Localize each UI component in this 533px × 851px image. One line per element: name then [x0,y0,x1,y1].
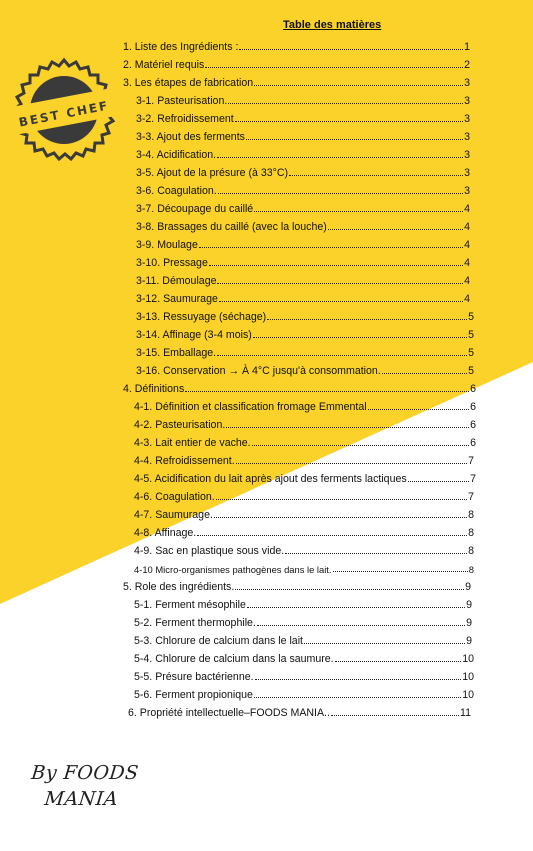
toc-entry [136,108,470,125]
toc-entry [134,612,472,629]
toc-entry-label: 2. Matériel requis [123,59,205,71]
toc-entry [136,90,470,107]
toc-entry [136,252,470,269]
toc-entry-label: 4. Définitions [123,383,185,395]
toc-entry [136,306,474,323]
toc-entry-label: 5-3. Chlorure de calcium dans le lait [134,635,303,647]
toc-entry-page: 3 [464,149,470,161]
toc-entry-leader [255,678,462,680]
toc-entry-leader [289,174,463,176]
toc-entry [123,72,470,89]
toc-entry-label: 4-5. Acidification du lait après ajout des ferments lactiques [134,473,407,485]
toc-entry-label: 1. Liste des Ingrédients : [123,41,239,53]
toc-entry-page: 3 [464,77,470,89]
toc-entry-leader [235,120,463,122]
toc-entry [123,576,471,593]
badge-text: BEST CHEF [17,98,111,130]
toc-entry [136,324,474,341]
toc-entry-label: 4-3. Lait entier de vache. [134,437,251,449]
toc-entry [123,54,470,71]
toc-entry-page: 9 [466,599,472,611]
toc-entry-page: 4 [464,257,470,269]
toc-entry-label: 3-7. Découpage du caillé [136,203,254,215]
toc-entry-page: 8 [468,564,474,575]
toc-entry-page: 2 [464,59,470,71]
toc-entry-page: 5 [468,311,474,323]
toc-entry-label: 3-9. Moulage [136,239,198,251]
toc-entry-page: 5 [468,365,474,377]
toc-entry [136,288,470,305]
toc-entry-leader [235,588,464,590]
toc-entry [134,432,476,449]
toc-entry [136,216,470,233]
toc-entry-label: 3-12. Saumurage [136,293,218,305]
toc-entry-page: 4 [464,275,470,287]
toc-entry [136,162,470,179]
toc-entry-leader [253,336,467,338]
toc-entry-leader [368,408,470,410]
toc-entry-label: 3-10. Pressage [136,257,208,269]
toc-entry [134,522,474,539]
toc-entry-page: 10 [462,653,474,665]
toc-entry-label: 3-11. Démoulage [136,275,217,287]
toc-entry-page: 3 [464,113,470,125]
toc-entry-label: 3-14. Affinage (3-4 mois) [136,329,252,341]
toc-entry-leader [304,642,465,644]
toc-entry-page: 3 [464,95,470,107]
toc-entry-page: 10 [462,689,474,701]
toc-entry-label: 3-3. Ajout des ferments [136,131,245,143]
toc-entry-leader [209,264,463,266]
toc-entry [123,378,476,395]
toc-entry [123,36,470,53]
toc-entry-leader [217,156,463,158]
toc-entry-label: 3-2. Refroidissement [136,113,234,125]
signature [27,760,142,812]
toc-entry-label: 3-4. Acidification. [136,149,217,161]
toc-entry-leader [246,138,463,140]
toc-entry-label: 5-4. Chlorure de calcium dans la saumure. [134,653,334,665]
toc-entry-leader [197,534,467,536]
toc-entry-leader [382,372,467,374]
toc-entry-page: 5 [468,347,474,359]
toc-entry-page: 8 [468,527,474,539]
toc-entry [134,396,476,413]
toc-entry-leader [252,444,469,446]
toc-entry [136,360,474,377]
toc-entry [136,180,470,197]
toc-entry-label: 5. Role des ingrédients. [123,581,235,593]
toc-entry-leader [239,48,463,50]
toc-entry [134,666,474,683]
toc-entry [134,630,472,647]
toc-entry-page: 9 [466,635,472,647]
toc-entry-label: 5-6. Ferment propionique [134,689,253,701]
toc-entry-page: 8 [468,509,474,521]
toc-entry-label: 4-2. Pasteurisation. [134,419,226,431]
toc-entry-page: 3 [464,185,470,197]
toc-entry-label: 3-6. Coagulation. [136,185,217,197]
toc-entry [136,144,470,161]
toc-entry-leader [214,516,467,518]
toc-entry [134,540,474,557]
toc-entry-label: 5-2. Ferment thermophile. [134,617,256,629]
toc-entry-page: 6 [470,437,476,449]
toc-entry-leader [205,66,463,68]
toc-entry-leader [217,282,463,284]
toc-entry-page: 3 [464,167,470,179]
toc-entry [134,684,474,701]
toc-entry-leader [285,552,467,554]
toc-entry [134,648,474,665]
toc-entry-page: 11 [460,707,471,719]
toc-entry-label: 4-9. Sac en plastique sous vide. [134,545,285,557]
toc-entry-leader [333,570,468,572]
toc-entry-leader [228,102,463,104]
toc-entry [136,126,470,143]
toc-entry [134,504,474,521]
toc-entry-page: 6 [470,401,476,413]
toc-entry-label: 4-6. Coagulation. [134,491,215,503]
toc-entry-page: 6 [470,383,476,395]
toc-entry [136,270,470,287]
toc-entry-label: 3-15. Emballage. [136,347,217,359]
toc-entry [136,234,470,251]
toc-entry-leader [236,462,467,464]
toc-entry [128,702,471,719]
toc-entry-leader [199,246,463,248]
toc-entry-page: 6 [470,419,476,431]
toc-entry-label: 3. Les étapes de fabrication [123,77,254,89]
toc-entry [134,468,476,485]
toc-entry-label: 4-7. Saumurage. [134,509,213,521]
toc-entry-page: 8 [468,545,474,557]
toc-entry-leader [226,426,469,428]
toc-entry-page: 7 [470,473,476,485]
toc-entry-page: 7 [468,491,474,503]
toc-entry-label: 6. Propriété intellectuelle–FOODS MANIA.. [128,707,330,719]
toc-entry-leader [185,390,469,392]
toc-entry-page: 3 [464,131,470,143]
toc-entry-leader [408,480,469,482]
toc-entry-leader [331,714,459,716]
toc-entry-leader [254,210,463,212]
toc-entry-page: 4 [464,203,470,215]
toc-entry-leader [217,354,467,356]
signature-line-1: By FOODS [30,762,140,784]
toc-entry-label: 3-16. Conservation → À 4°C jusqu'à consommation. [136,365,381,377]
toc-entry-leader [254,696,461,698]
toc-entry-page: 9 [465,581,471,593]
toc-entry-leader [247,606,465,608]
toc-entry [134,558,474,575]
toc-entry-label: 3-8. Brassages du caillé (avec la louche) [136,221,327,233]
toc-entry [134,450,474,467]
toc-entry-leader [257,624,465,626]
toc-entry-label: 3-13. Ressuyage (séchage) [136,311,267,323]
toc-entry-label: 5-5. Présure bactérienne. [134,671,254,683]
toc-entry-page: 4 [464,221,470,233]
toc-entry-page: 4 [464,293,470,305]
toc-entry-label: 4-10 Micro-organismes pathogènes dans le lait. [134,564,332,575]
toc-entry-label: 3-5. Ajout de la présure (à 33°C) [136,167,289,179]
toc-entry-leader [328,228,463,230]
toc-entry-label: 4-8. Affinage. [134,527,197,539]
toc-entry-label: 4-1. Définition et classification fromage Emmental [134,401,367,413]
toc-entry [136,198,470,215]
toc-entry-page: 10 [462,671,474,683]
toc-entry-page: 5 [468,329,474,341]
toc-entry [134,594,472,611]
toc-entry-page: 7 [468,455,474,467]
toc-entry-label: 3-1. Pasteurisation. [136,95,228,107]
toc-entry-leader [219,300,463,302]
toc-entry [134,486,474,503]
page-title: Table des matières [283,19,382,31]
toc-entry-leader [216,498,467,500]
toc-entry-page: 9 [466,617,472,629]
toc-entry-leader [254,84,463,86]
toc-entry [136,342,474,359]
toc-entry-leader [335,660,462,662]
toc-entry-leader [218,192,463,194]
toc-entry-label: 4-4. Refroidissement. [134,455,235,467]
toc-entry-label: 5-1. Ferment mésophile [134,599,246,611]
toc-entry [134,414,476,431]
toc-entry-leader [267,318,467,320]
toc-entry-page: 1 [464,41,470,53]
toc-entry-page: 4 [464,239,470,251]
signature-line-2: MANIA [43,788,120,810]
